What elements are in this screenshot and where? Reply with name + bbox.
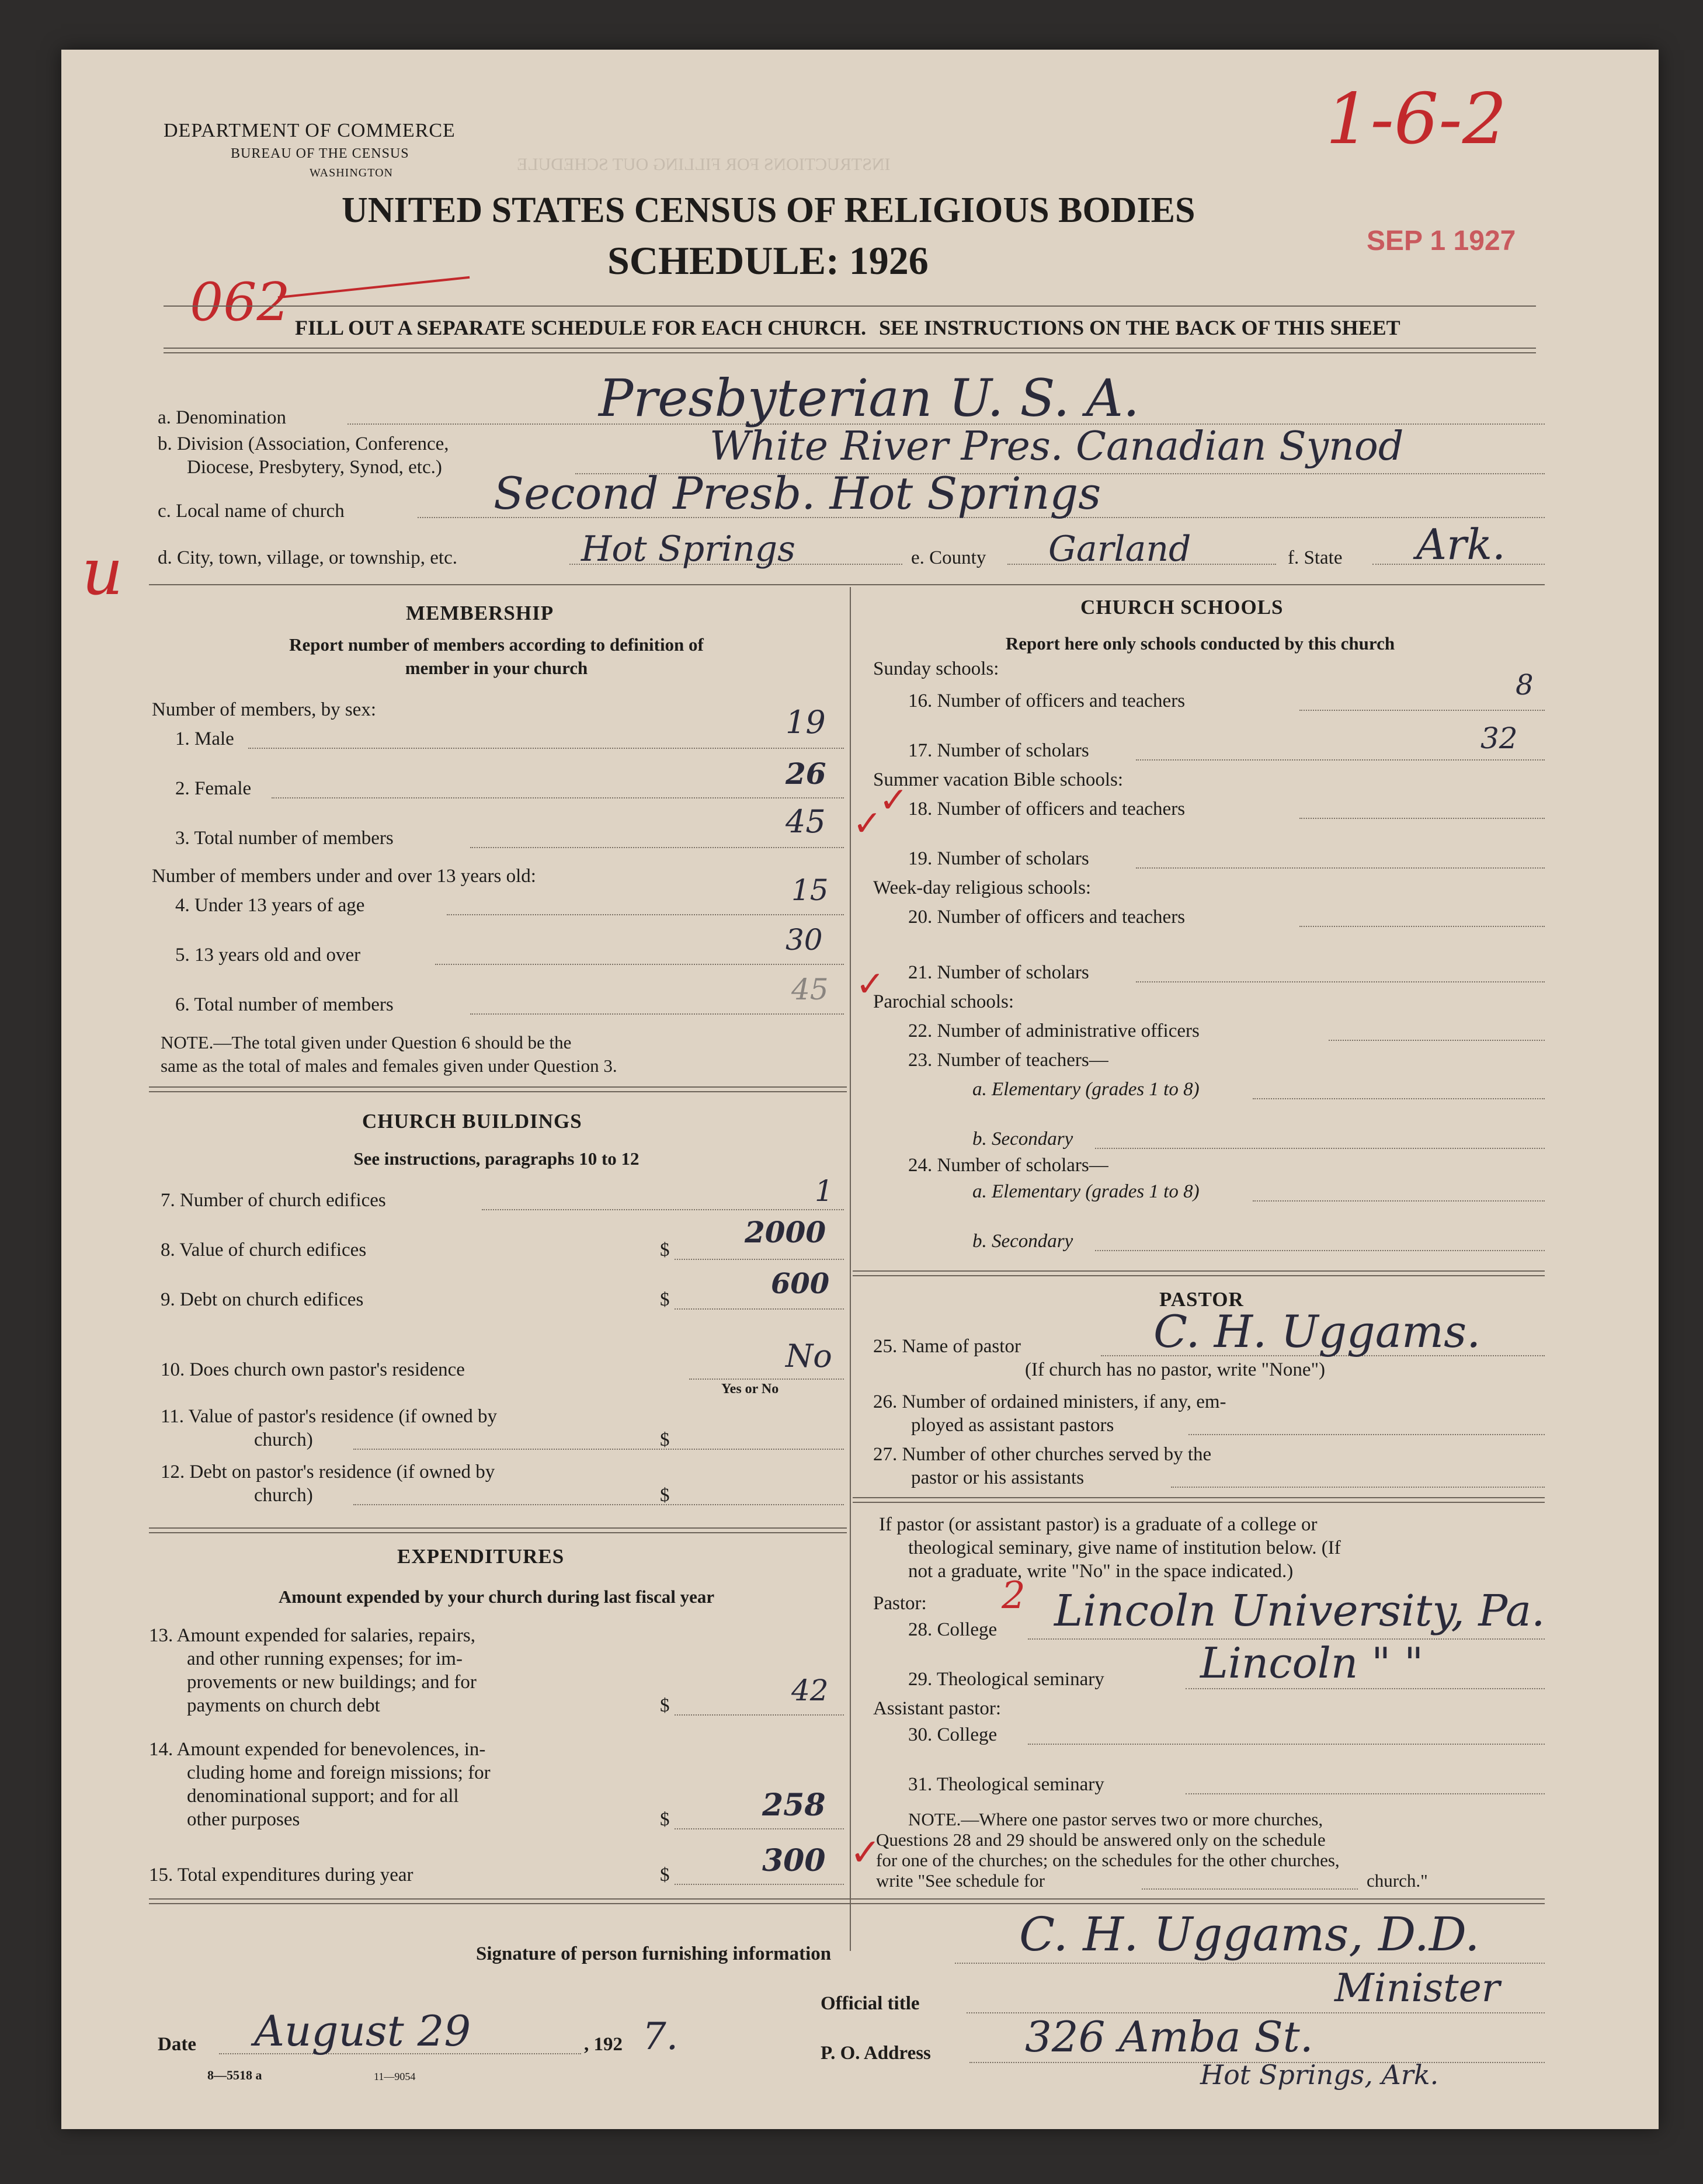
q11-label-2: church) (254, 1429, 313, 1450)
denomination-value: Presbyterian U. S. A. (599, 368, 1139, 428)
sunday-schools-label: Sunday schools: (873, 658, 999, 679)
q23a-label: a. Elementary (grades 1 to 8) (972, 1079, 1200, 1100)
corner-number: 1-6-2 (1326, 79, 1507, 160)
q21-check-mark: ✓ (856, 965, 885, 1004)
q13-line4: payments on church debt (187, 1695, 380, 1716)
q5-field[interactable] (435, 964, 844, 965)
q13-line3: provements or new buildings; and for (187, 1672, 477, 1693)
margin-mark: u (82, 534, 123, 609)
q24b-field[interactable] (1095, 1250, 1545, 1251)
q27-line1: 27. Number of other churches served by the (873, 1444, 1212, 1465)
q16-field[interactable] (1299, 710, 1545, 711)
q30-field[interactable] (1028, 1744, 1545, 1745)
bureau-city: WASHINGTON (310, 166, 393, 179)
q3-value: 45 (786, 803, 826, 840)
q13-value: 42 (791, 1673, 829, 1707)
expenditures-title: EXPENDITURES (397, 1545, 565, 1568)
q14-dollar: $ (660, 1809, 670, 1830)
q19-label: 19. Number of scholars (908, 848, 1089, 869)
q12-field[interactable] (353, 1504, 844, 1505)
department-name: DEPARTMENT OF COMMERCE (164, 120, 456, 141)
q26-line2: ployed as assistant pastors (911, 1415, 1114, 1436)
q27-field[interactable] (1171, 1487, 1545, 1488)
q25-value: C. H. Uggams. (1153, 1305, 1481, 1357)
pastor-note-3: for one of the churches; on the schedules for the other churches, (876, 1850, 1340, 1870)
official-title-label: Official title (821, 1993, 920, 2014)
q29-label: 29. Theological seminary (908, 1669, 1104, 1690)
pastor-note-2: Questions 28 and 29 should be answered only on the schedule (876, 1829, 1326, 1850)
q23b-field[interactable] (1095, 1148, 1545, 1149)
census-schedule-sheet (61, 50, 1659, 2129)
schools-rule (853, 1270, 1545, 1276)
q16-label: 16. Number of officers and teachers (908, 690, 1186, 711)
red-underline (278, 276, 470, 298)
header-rule-bottom (164, 348, 1536, 353)
q23a-field[interactable] (1253, 1098, 1545, 1099)
po-address-value-2: Hot Springs, Ark. (1200, 2059, 1439, 2091)
weekday-schools-label: Week-day religious schools: (873, 877, 1092, 898)
assistant-pastor-label: Assistant pastor: (873, 1698, 1002, 1719)
schools-subtitle: Report here only schools conducted by this church (1005, 633, 1395, 654)
q1-value: 19 (786, 704, 826, 741)
q15-label: 15. Total expenditures during year (149, 1864, 413, 1886)
bleed-through-text: INSTRUCTIONS FOR FILLING OUT SCHEDULE (517, 155, 891, 174)
po-address-label: P. O. Address (821, 2043, 931, 2064)
buildings-subtitle: See instructions, paragraphs 10 to 12 (353, 1148, 640, 1169)
pastor-title: PASTOR (1159, 1288, 1244, 1311)
q12-label-1: 12. Debt on pastor's residence (if owned by (161, 1461, 495, 1482)
column-divider (850, 587, 851, 1951)
division-label-line1: b. Division (Association, Conference, (158, 433, 449, 454)
q11-label-1: 11. Value of pastor's residence (if owned by (161, 1406, 497, 1427)
q12-dollar: $ (660, 1485, 670, 1506)
q6-label: 6. Total number of members (175, 994, 394, 1015)
footer-rule (149, 1898, 1545, 1904)
q29-field[interactable] (1186, 1688, 1545, 1689)
q7-value: 1 (815, 1174, 833, 1208)
year-prefix: , 192 (584, 2034, 623, 2055)
q25-label: 25. Name of pastor (873, 1336, 1021, 1357)
division-label-line2: Diocese, Presbytery, Synod, etc.) (187, 457, 442, 478)
q9-field[interactable] (675, 1308, 844, 1310)
q14-line4: other purposes (187, 1809, 300, 1830)
expenditures-subtitle: Amount expended by your church during last fiscal year (278, 1586, 715, 1607)
q11-field[interactable] (353, 1449, 844, 1450)
q10-label: 10. Does church own pastor's residence (161, 1359, 465, 1380)
bureau-name: BUREAU OF THE CENSUS (231, 146, 409, 161)
q17-field[interactable] (1136, 759, 1545, 761)
schools-title: CHURCH SCHOOLS (1080, 596, 1284, 619)
q2-field[interactable] (272, 797, 844, 798)
q21-label: 21. Number of scholars (908, 962, 1089, 983)
q8-dollar: $ (660, 1239, 670, 1261)
q3-label: 3. Total number of members (175, 828, 394, 849)
q8-field[interactable] (675, 1259, 844, 1260)
signature-value: C. H. Uggams, D.D. (1019, 1907, 1480, 1961)
q26-field[interactable] (1188, 1434, 1545, 1435)
county-label: e. County (911, 547, 986, 568)
received-date-stamp: SEP 1 1927 (1367, 225, 1516, 256)
official-title-value: Minister (1334, 1966, 1500, 2011)
q10-field[interactable] (689, 1379, 844, 1380)
q30-label: 30. College (908, 1724, 998, 1745)
q5-label: 5. 13 years old and over (175, 945, 361, 966)
q9-dollar: $ (660, 1289, 670, 1310)
county-value: Garland (1048, 529, 1191, 570)
yes-no-hint: Yes or No (721, 1381, 779, 1397)
q24-label: 24. Number of scholars— (908, 1155, 1108, 1176)
q11-dollar: $ (660, 1429, 670, 1450)
members-by-age-label: Number of members under and over 13 years old: (152, 866, 536, 887)
state-value: Ark. (1416, 520, 1506, 569)
q19-field[interactable] (1136, 867, 1545, 869)
separate-schedule-instruction: FILL OUT A SEPARATE SCHEDULE FOR EACH CHURCH. (295, 316, 867, 339)
pastor-note-5: church." (1367, 1870, 1428, 1891)
q22-label: 22. Number of administrative officers (908, 1020, 1200, 1041)
q9-label: 9. Debt on church edifices (161, 1289, 364, 1310)
year-value: 7. (642, 2015, 679, 2058)
state-label: f. State (1288, 547, 1343, 568)
membership-rule (149, 1086, 847, 1092)
q14-line1: 14. Amount expended for benevolences, in- (149, 1739, 486, 1760)
membership-title: MEMBERSHIP (406, 602, 554, 624)
local-name-label: c. Local name of church (158, 501, 345, 522)
q14-line2: cluding home and foreign missions; for (187, 1762, 491, 1783)
q15-dollar: $ (660, 1864, 670, 1886)
q14-value: 258 (762, 1787, 826, 1823)
graduate-instruction-2: theological seminary, give name of institution below. (If (908, 1537, 1341, 1558)
q4-label: 4. Under 13 years of age (175, 895, 365, 916)
q18-field[interactable] (1299, 818, 1545, 819)
margin-number: 062 (190, 272, 290, 333)
q20-field[interactable] (1299, 926, 1545, 927)
q5-value: 30 (786, 923, 823, 957)
q16-value: 8 (1516, 669, 1534, 702)
parochial-schools-label: Parochial schools: (873, 991, 1014, 1012)
q8-label: 8. Value of church edifices (161, 1239, 367, 1261)
q24a-field[interactable] (1253, 1200, 1545, 1202)
q1-field[interactable] (248, 748, 844, 749)
q6-value: 45 (791, 973, 829, 1006)
q3-field[interactable] (470, 847, 844, 848)
city-value: Hot Springs (581, 529, 795, 570)
membership-note-2: same as the total of males and females given under Question 3. (161, 1055, 617, 1076)
q24a-label: a. Elementary (grades 1 to 8) (972, 1181, 1200, 1202)
q31-label: 31. Theological seminary (908, 1774, 1104, 1795)
q1-label: 1. Male (175, 728, 234, 749)
q22-field[interactable] (1329, 1040, 1545, 1041)
membership-subtitle-2: member in your church (405, 658, 588, 678)
q15-field[interactable] (675, 1884, 844, 1885)
date-value: August 29 (254, 2006, 471, 2055)
form-number: 8—5518 a (207, 2068, 262, 2082)
q14-line3: denominational support; and for all (187, 1786, 459, 1807)
q24b-label: b. Secondary (972, 1231, 1073, 1252)
q13-line2: and other running expenses; for im- (187, 1648, 463, 1669)
header-rule-top (164, 305, 1536, 307)
q6-field[interactable] (470, 1013, 844, 1015)
q27-line2: pastor or his assistants (911, 1467, 1085, 1488)
see-schedule-field[interactable] (1142, 1888, 1358, 1890)
q28-value: Lincoln University, Pa. (1054, 1586, 1545, 1636)
membership-note-1: NOTE.—The total given under Question 6 should be the (161, 1032, 572, 1053)
graduate-instruction-3: not a graduate, write "No" in the space indicated.) (908, 1561, 1294, 1582)
q28-label: 28. College (908, 1619, 998, 1640)
q13-dollar: $ (660, 1695, 670, 1716)
q26-line1: 26. Number of ordained ministers, if any, em- (873, 1391, 1226, 1412)
q31-field[interactable] (1186, 1793, 1545, 1794)
pastor-note-1: NOTE.—Where one pastor serves two or more churches, (908, 1809, 1323, 1829)
membership-subtitle-1: Report number of members according to definition of (289, 634, 704, 655)
pastor-margin-mark: 2 (1002, 1574, 1026, 1617)
q29-value: Lincoln " " (1200, 1638, 1424, 1688)
q21-field[interactable] (1136, 981, 1545, 982)
signature-label: Signature of person furnishing information (476, 1943, 832, 1964)
denomination-label: a. Denomination (158, 407, 286, 428)
q2-value: 26 (786, 756, 826, 791)
pastor-note-4: write "See schedule for (876, 1870, 1045, 1891)
q14-field[interactable] (675, 1828, 844, 1829)
po-address-value: 326 Amba St. (1025, 2012, 1313, 2061)
q23-label: 23. Number of teachers— (908, 1050, 1108, 1071)
buildings-rule (149, 1527, 847, 1533)
q17-label: 17. Number of scholars (908, 740, 1089, 761)
q18-label: 18. Number of officers and teachers (908, 798, 1186, 820)
see-instructions-note: SEE INSTRUCTIONS ON THE BACK OF THIS SHEET (879, 316, 1400, 339)
q17-value: 32 (1480, 721, 1518, 755)
pastor-rule (853, 1497, 1545, 1503)
members-by-sex-label: Number of members, by sex: (152, 699, 376, 720)
city-label: d. City, town, village, or township, etc. (158, 547, 457, 568)
graduate-instruction-1: If pastor (or assistant pastor) is a graduate of a college or (879, 1514, 1318, 1535)
q13-line1: 13. Amount expended for salaries, repairs, (149, 1625, 476, 1646)
q2-label: 2. Female (175, 778, 252, 799)
q20-label: 20. Number of officers and teachers (908, 907, 1186, 928)
q15-value: 300 (762, 1843, 826, 1879)
schedule-year: SCHEDULE: 1926 (607, 238, 929, 283)
q23b-label: b. Secondary (972, 1129, 1073, 1150)
print-number: 11—9054 (374, 2071, 416, 2082)
date-label: Date (158, 2034, 196, 2055)
q13-field[interactable] (675, 1714, 844, 1716)
q9-value: 600 (771, 1268, 830, 1300)
form-title: UNITED STATES CENSUS OF RELIGIOUS BODIES (342, 190, 1195, 230)
summer-schools-label: Summer vacation Bible schools: (873, 769, 1124, 790)
q7-field[interactable] (482, 1209, 844, 1210)
q18-check-mark: ✓ (879, 781, 909, 820)
q4-field[interactable] (447, 914, 844, 915)
q12-label-2: church) (254, 1485, 313, 1506)
pastor-education-label: Pastor: (873, 1593, 927, 1614)
q7-label: 7. Number of church edifices (161, 1190, 386, 1211)
identification-rule (149, 584, 1545, 585)
q10-value: No (786, 1338, 832, 1374)
buildings-title: CHURCH BUILDINGS (362, 1110, 582, 1133)
signature-field[interactable] (955, 1963, 1545, 1964)
q3-check-mark: ✓ (853, 804, 882, 843)
q8-value: 2000 (745, 1215, 826, 1249)
local-name-value: Second Presb. Hot Springs (493, 467, 1101, 519)
division-value: White River Pres. Canadian Synod (710, 423, 1404, 470)
q15-check-mark: ✓ (850, 1832, 881, 1873)
q25-hint: (If church has no pastor, write "None") (1025, 1359, 1326, 1380)
q4-value: 15 (791, 873, 829, 907)
